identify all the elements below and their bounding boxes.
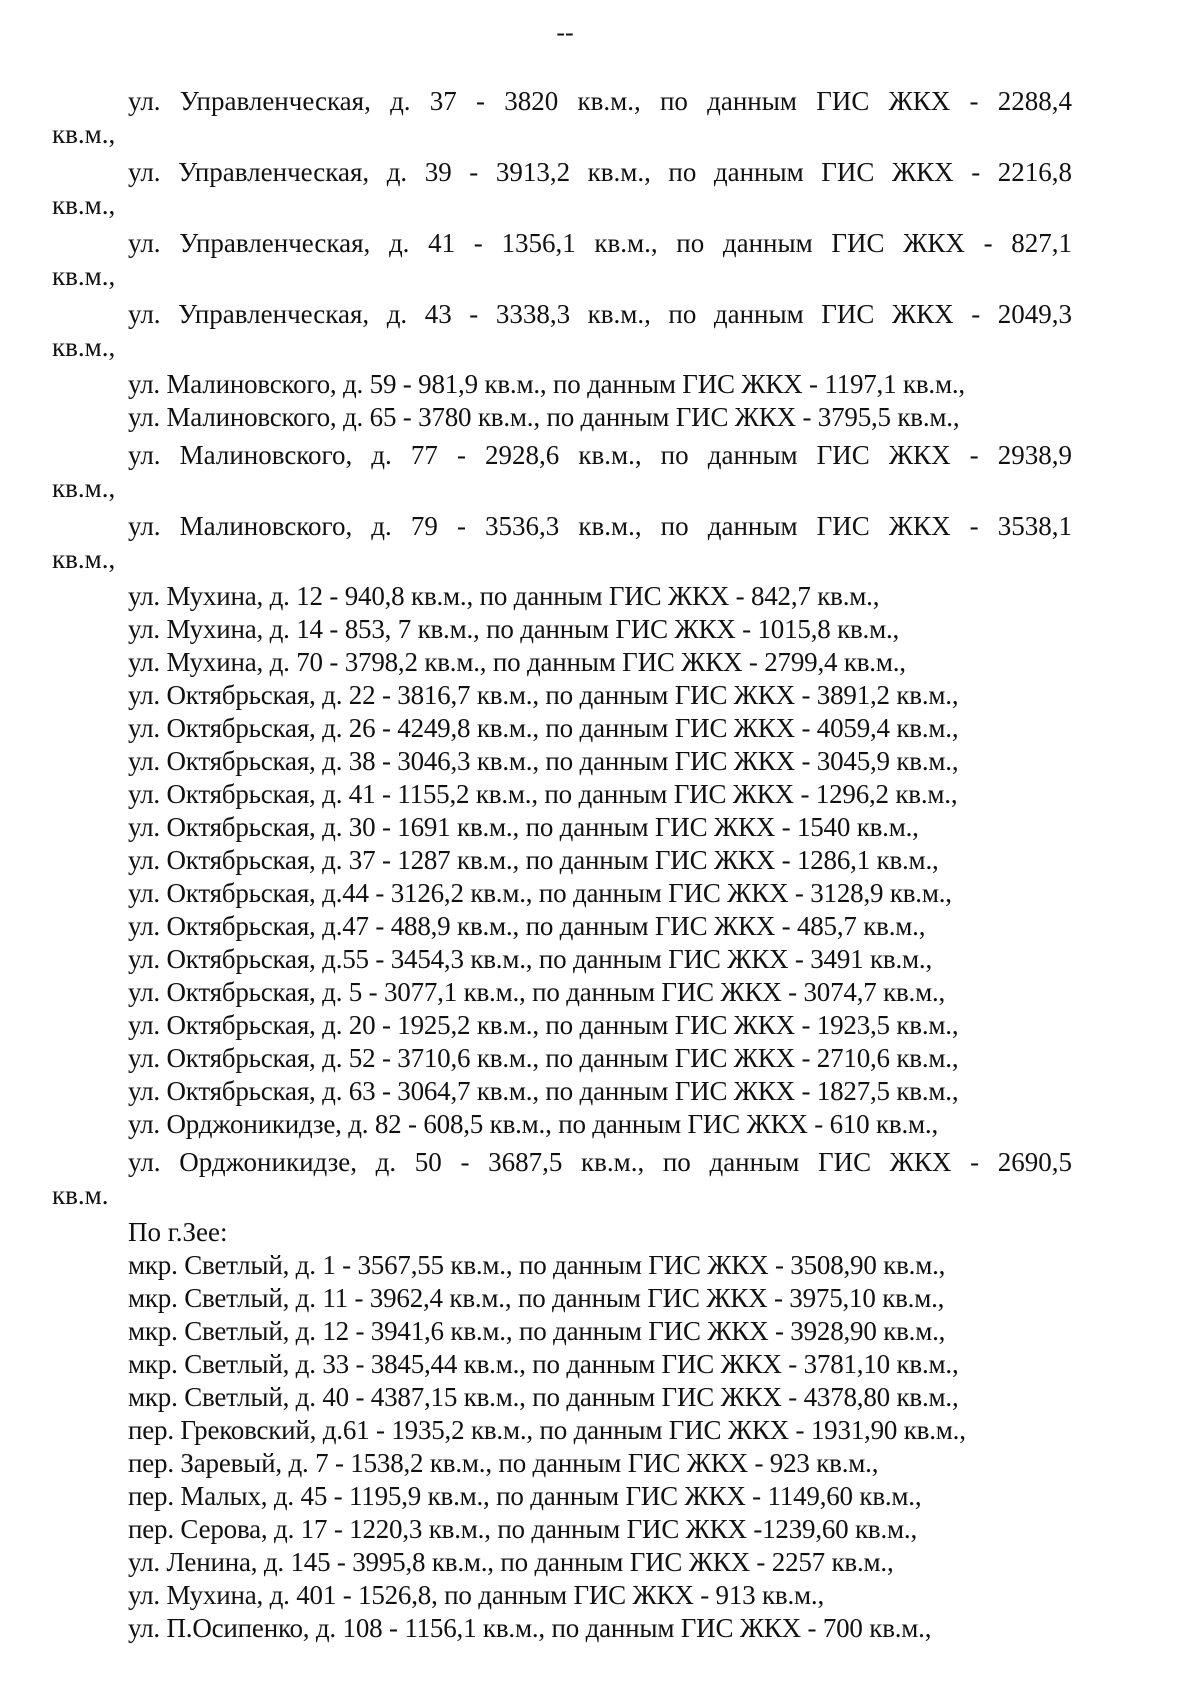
list-item: ул. Орджоникидзе, д. 82 - 608,5 кв.м., по данным ГИС ЖКХ - 610 кв.м., <box>128 1109 939 1139</box>
entry-wrap-line: кв.м. <box>52 1180 109 1210</box>
list-item: ул. Октябрьская, д. 26 - 4249,8 кв.м., по данным ГИС ЖКХ - 4059,4 кв.м., <box>128 713 959 743</box>
list-item <box>52 156 1072 222</box>
list-item <box>52 298 1072 364</box>
entry-wrap-line: кв.м., <box>52 261 116 291</box>
list-item: ул. Октябрьская, д. 37 - 1287 кв.м., по данным ГИС ЖКХ - 1286,1 кв.м., <box>128 845 939 875</box>
section-single-a <box>52 368 1072 434</box>
list-item: ул. Октябрьская, д.47 - 488,9 кв.м., по данным ГИС ЖКХ - 485,7 кв.м., <box>128 911 926 941</box>
entry-wrap-line: кв.м., <box>52 473 116 503</box>
list-item: ул. Октябрьская, д. 30 - 1691 кв.м., по данным ГИС ЖКХ - 1540 кв.м., <box>128 812 919 842</box>
section-wrapped-b <box>52 439 1072 576</box>
list-item: ул. Октябрьская, д. 52 - 3710,6 кв.м., по данным ГИС ЖКХ - 2710,6 кв.м., <box>128 1043 959 1073</box>
list-item: ул. Октябрьская, д. 22 - 3816,7 кв.м., по данным ГИС ЖКХ - 3891,2 кв.м., <box>128 680 959 710</box>
list-item: ул. Октябрьская, д. 63 - 3064,7 кв.м., по данным ГИС ЖКХ - 1827,5 кв.м., <box>128 1076 959 1106</box>
list-item: ул. Мухина, д. 401 - 1526,8, по данным ГИС ЖКХ - 913 кв.м., <box>128 1580 824 1610</box>
list-item: ул. П.Осипенко, д. 108 - 1156,1 кв.м., по данным ГИС ЖКХ - 700 кв.м., <box>128 1613 932 1643</box>
section-wrapped-a <box>52 85 1072 364</box>
list-item: пер. Серова, д. 17 - 1220,3 кв.м., по данным ГИС ЖКХ -1239,60 кв.м., <box>128 1514 918 1544</box>
entry-wrap-line: кв.м., <box>52 332 116 362</box>
list-item: ул. Октябрьская, д.55 - 3454,3 кв.м., по данным ГИС ЖКХ - 3491 кв.м., <box>128 944 932 974</box>
list-item: мкр. Светлый, д. 12 - 3941,6 кв.м., по данным ГИС ЖКХ - 3928,90 кв.м., <box>128 1316 946 1346</box>
list-item <box>52 439 1072 505</box>
section-last-wrapped <box>52 1146 1072 1212</box>
list-item: мкр. Светлый, д. 1 - 3567,55 кв.м., по данным ГИС ЖКХ - 3508,90 кв.м., <box>128 1250 946 1280</box>
entry-main-line: ул. Управленческая, д. 37 - 3820 кв.м., по данным ГИС ЖКХ - 2288,4 <box>128 86 1072 116</box>
list-item: мкр. Светлый, д. 40 - 4387,15 кв.м., по данным ГИС ЖКХ - 4378,80 кв.м., <box>128 1382 959 1412</box>
list-item: мкр. Светлый, д. 11 - 3962,4 кв.м., по данным ГИС ЖКХ - 3975,10 кв.м., <box>128 1283 945 1313</box>
section-zeya <box>52 1216 1072 1645</box>
section-single-b <box>52 580 1072 1141</box>
list-item: ул. Мухина, д. 14 - 853, 7 кв.м., по данным ГИС ЖКХ - 1015,8 кв.м., <box>128 614 900 644</box>
list-item: ул. Мухина, д. 12 - 940,8 кв.м., по данным ГИС ЖКХ - 842,7 кв.м., <box>128 581 880 611</box>
list-item: ул. Малиновского, д. 59 - 981,9 кв.м., по данным ГИС ЖКХ - 1197,1 кв.м., <box>128 369 965 399</box>
list-item: пер. Заревый, д. 7 - 1538,2 кв.м., по данным ГИС ЖКХ - 923 кв.м., <box>128 1448 879 1478</box>
list-item: мкр. Светлый, д. 33 - 3845,44 кв.м., по данным ГИС ЖКХ - 3781,10 кв.м., <box>128 1349 959 1379</box>
list-item: пер. Грековский, д.61 - 1935,2 кв.м., по данным ГИС ЖКХ - 1931,90 кв.м., <box>128 1415 966 1445</box>
list-item: ул. Октябрьская, д. 5 - 3077,1 кв.м., по данным ГИС ЖКХ - 3074,7 кв.м., <box>128 977 946 1007</box>
entry-main-line: ул. Управленческая, д. 39 - 3913,2 кв.м., по данным ГИС ЖКХ - 2216,8 <box>128 157 1072 187</box>
entry-wrap-line: кв.м., <box>52 119 116 149</box>
list-item: ул. Октябрьская, д. 38 - 3046,3 кв.м., по данным ГИС ЖКХ - 3045,9 кв.м., <box>128 746 959 776</box>
document-body <box>52 80 1072 1645</box>
list-item <box>52 510 1072 576</box>
list-item: ул. Октябрьская, д.44 - 3126,2 кв.м., по данным ГИС ЖКХ - 3128,9 кв.м., <box>128 878 952 908</box>
list-item: ул. Мухина, д. 70 - 3798,2 кв.м., по данным ГИС ЖКХ - 2799,4 кв.м., <box>128 647 906 677</box>
entry-main-line: ул. Малиновского, д. 77 - 2928,6 кв.м., по данным ГИС ЖКХ - 2938,9 <box>128 440 1072 470</box>
list-item <box>52 1146 1072 1212</box>
list-item <box>52 227 1072 293</box>
list-item: ул. Октябрьская, д. 41 - 1155,2 кв.м., по данным ГИС ЖКХ - 1296,2 кв.м., <box>128 779 958 809</box>
page-marker: -- <box>556 18 574 47</box>
entry-main-line: ул. Малиновского, д. 79 - 3536,3 кв.м., по данным ГИС ЖКХ - 3538,1 <box>128 511 1072 541</box>
entry-wrap-line: кв.м., <box>52 544 116 574</box>
list-item <box>52 85 1072 151</box>
entry-wrap-line: кв.м., <box>52 190 116 220</box>
list-item: ул. Ленина, д. 145 - 3995,8 кв.м., по данным ГИС ЖКХ - 2257 кв.м., <box>128 1547 894 1577</box>
section-heading: По г.Зее: <box>128 1217 228 1247</box>
entry-main-line: ул. Управленческая, д. 41 - 1356,1 кв.м., по данным ГИС ЖКХ - 827,1 <box>128 228 1072 258</box>
entry-main-line: ул. Управленческая, д. 43 - 3338,3 кв.м., по данным ГИС ЖКХ - 2049,3 <box>128 299 1072 329</box>
list-item: ул. Малиновского, д. 65 - 3780 кв.м., по данным ГИС ЖКХ - 3795,5 кв.м., <box>128 402 960 432</box>
list-item: ул. Октябрьская, д. 20 - 1925,2 кв.м., по данным ГИС ЖКХ - 1923,5 кв.м., <box>128 1010 959 1040</box>
list-item: пер. Малых, д. 45 - 1195,9 кв.м., по данным ГИС ЖКХ - 1149,60 кв.м., <box>128 1481 922 1511</box>
entry-main-line: ул. Орджоникидзе, д. 50 - 3687,5 кв.м., по данным ГИС ЖКХ - 2690,5 <box>128 1147 1072 1177</box>
